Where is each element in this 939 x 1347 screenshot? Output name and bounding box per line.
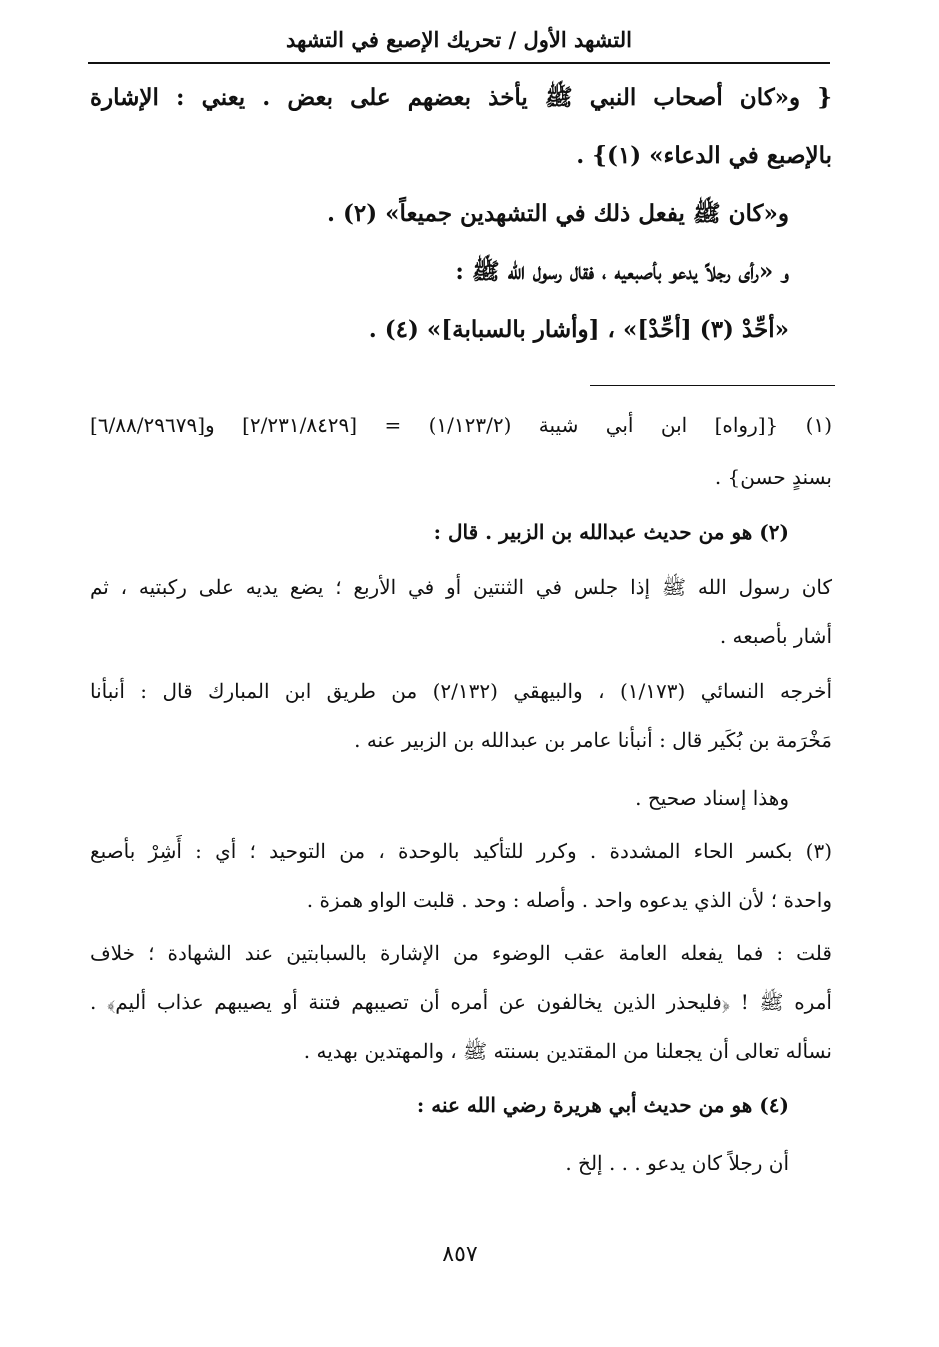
footnote-line: (١) {[رواه] ابن أبي شيبة (١/١٢٣/٢) = [٢/٢٣١/٨٤٢٩] و[٦/٨٨/٢٩٦٧٩] xyxy=(90,413,832,437)
page-number: ٨٥٧ xyxy=(442,1242,478,1267)
footnote-line: أن رجلاً كان يدعو . . . إلخ . xyxy=(565,1151,789,1175)
footnote-line: نسأله تعالى أن يجعلنا من المقتدين بسنته ﷺ ، والمهتدين بهديه . xyxy=(303,1039,832,1063)
main-text-line: { و«كان أصحاب النبي ﷺ يأخذ بعضهم على بعض . يعني : الإشارة xyxy=(90,84,832,111)
footnote-line: (٣) بكسر الحاء المشددة . وكرر للتأكيد بالوحدة ، من التوحيد ؛ أي : أَشِرْ بأصبع xyxy=(90,839,832,863)
footnote-line: أمره ﷺ ! ﴿فليحذر الذين يخالفون عن أمره أن تصيبهم فتنة أو يصيبهم عذاب أليم﴾ . xyxy=(90,990,832,1014)
footnote-line: (٢) هو من حديث عبدالله بن الزبير . قال : xyxy=(433,520,789,544)
footnote-line: (٤) هو من حديث أبي هريرة رضي الله عنه : xyxy=(416,1093,789,1117)
footnote-rule xyxy=(590,385,835,386)
footnote-line: مَخْرَمة بن بُكَير قال : أنبأنا عامر بن عبدالله بن الزبير عنه . xyxy=(354,728,832,752)
footnote-line: كان رسول الله ﷺ إذا جلس في الثنتين أو في الأربع ؛ يضع يديه على ركبتيه ، ثم xyxy=(90,575,832,599)
footnote-line: قلت : فما يفعله العامة عقب الوضوء من الإشارة بالسبابتين عند الشهادة ؛ خلاف xyxy=(90,941,832,965)
header-rule xyxy=(88,62,830,64)
footnote-line: أخرجه النسائي (١/١٧٣) ، والبيهقي (٢/١٣٢) من طريق ابن المبارك قال : أنبأنا xyxy=(90,679,832,703)
footnote-line: بسندٍ حسن} . xyxy=(714,465,832,489)
footnote-line: أشار بأصبعه . xyxy=(719,624,832,648)
running-header: التشهد الأول / تحريك الإصبع في التشهد xyxy=(286,27,632,52)
footnote-line: وهذا إسناد صحيح . xyxy=(635,786,789,810)
main-text-line: و «رأى رجلاً يدعو بأصبعيه ، فقال رسول الله ﷺ : xyxy=(455,258,789,285)
footnote-line: واحدة ؛ لأن الذي يدعوه واحد . وأصله : وحد . قلبت الواو همزة . xyxy=(306,888,832,912)
main-text-line: «أحِّدْ (٣) [أحِّدْ]» ، [وأشار بالسبابة]» (٤) . xyxy=(368,316,789,343)
main-text-line: و«كان ﷺ يفعل ذلك في التشهدين جميعاً» (٢) . xyxy=(326,200,789,227)
main-text-line: بالإصبع في الدعاء» (١)} . xyxy=(576,142,832,169)
